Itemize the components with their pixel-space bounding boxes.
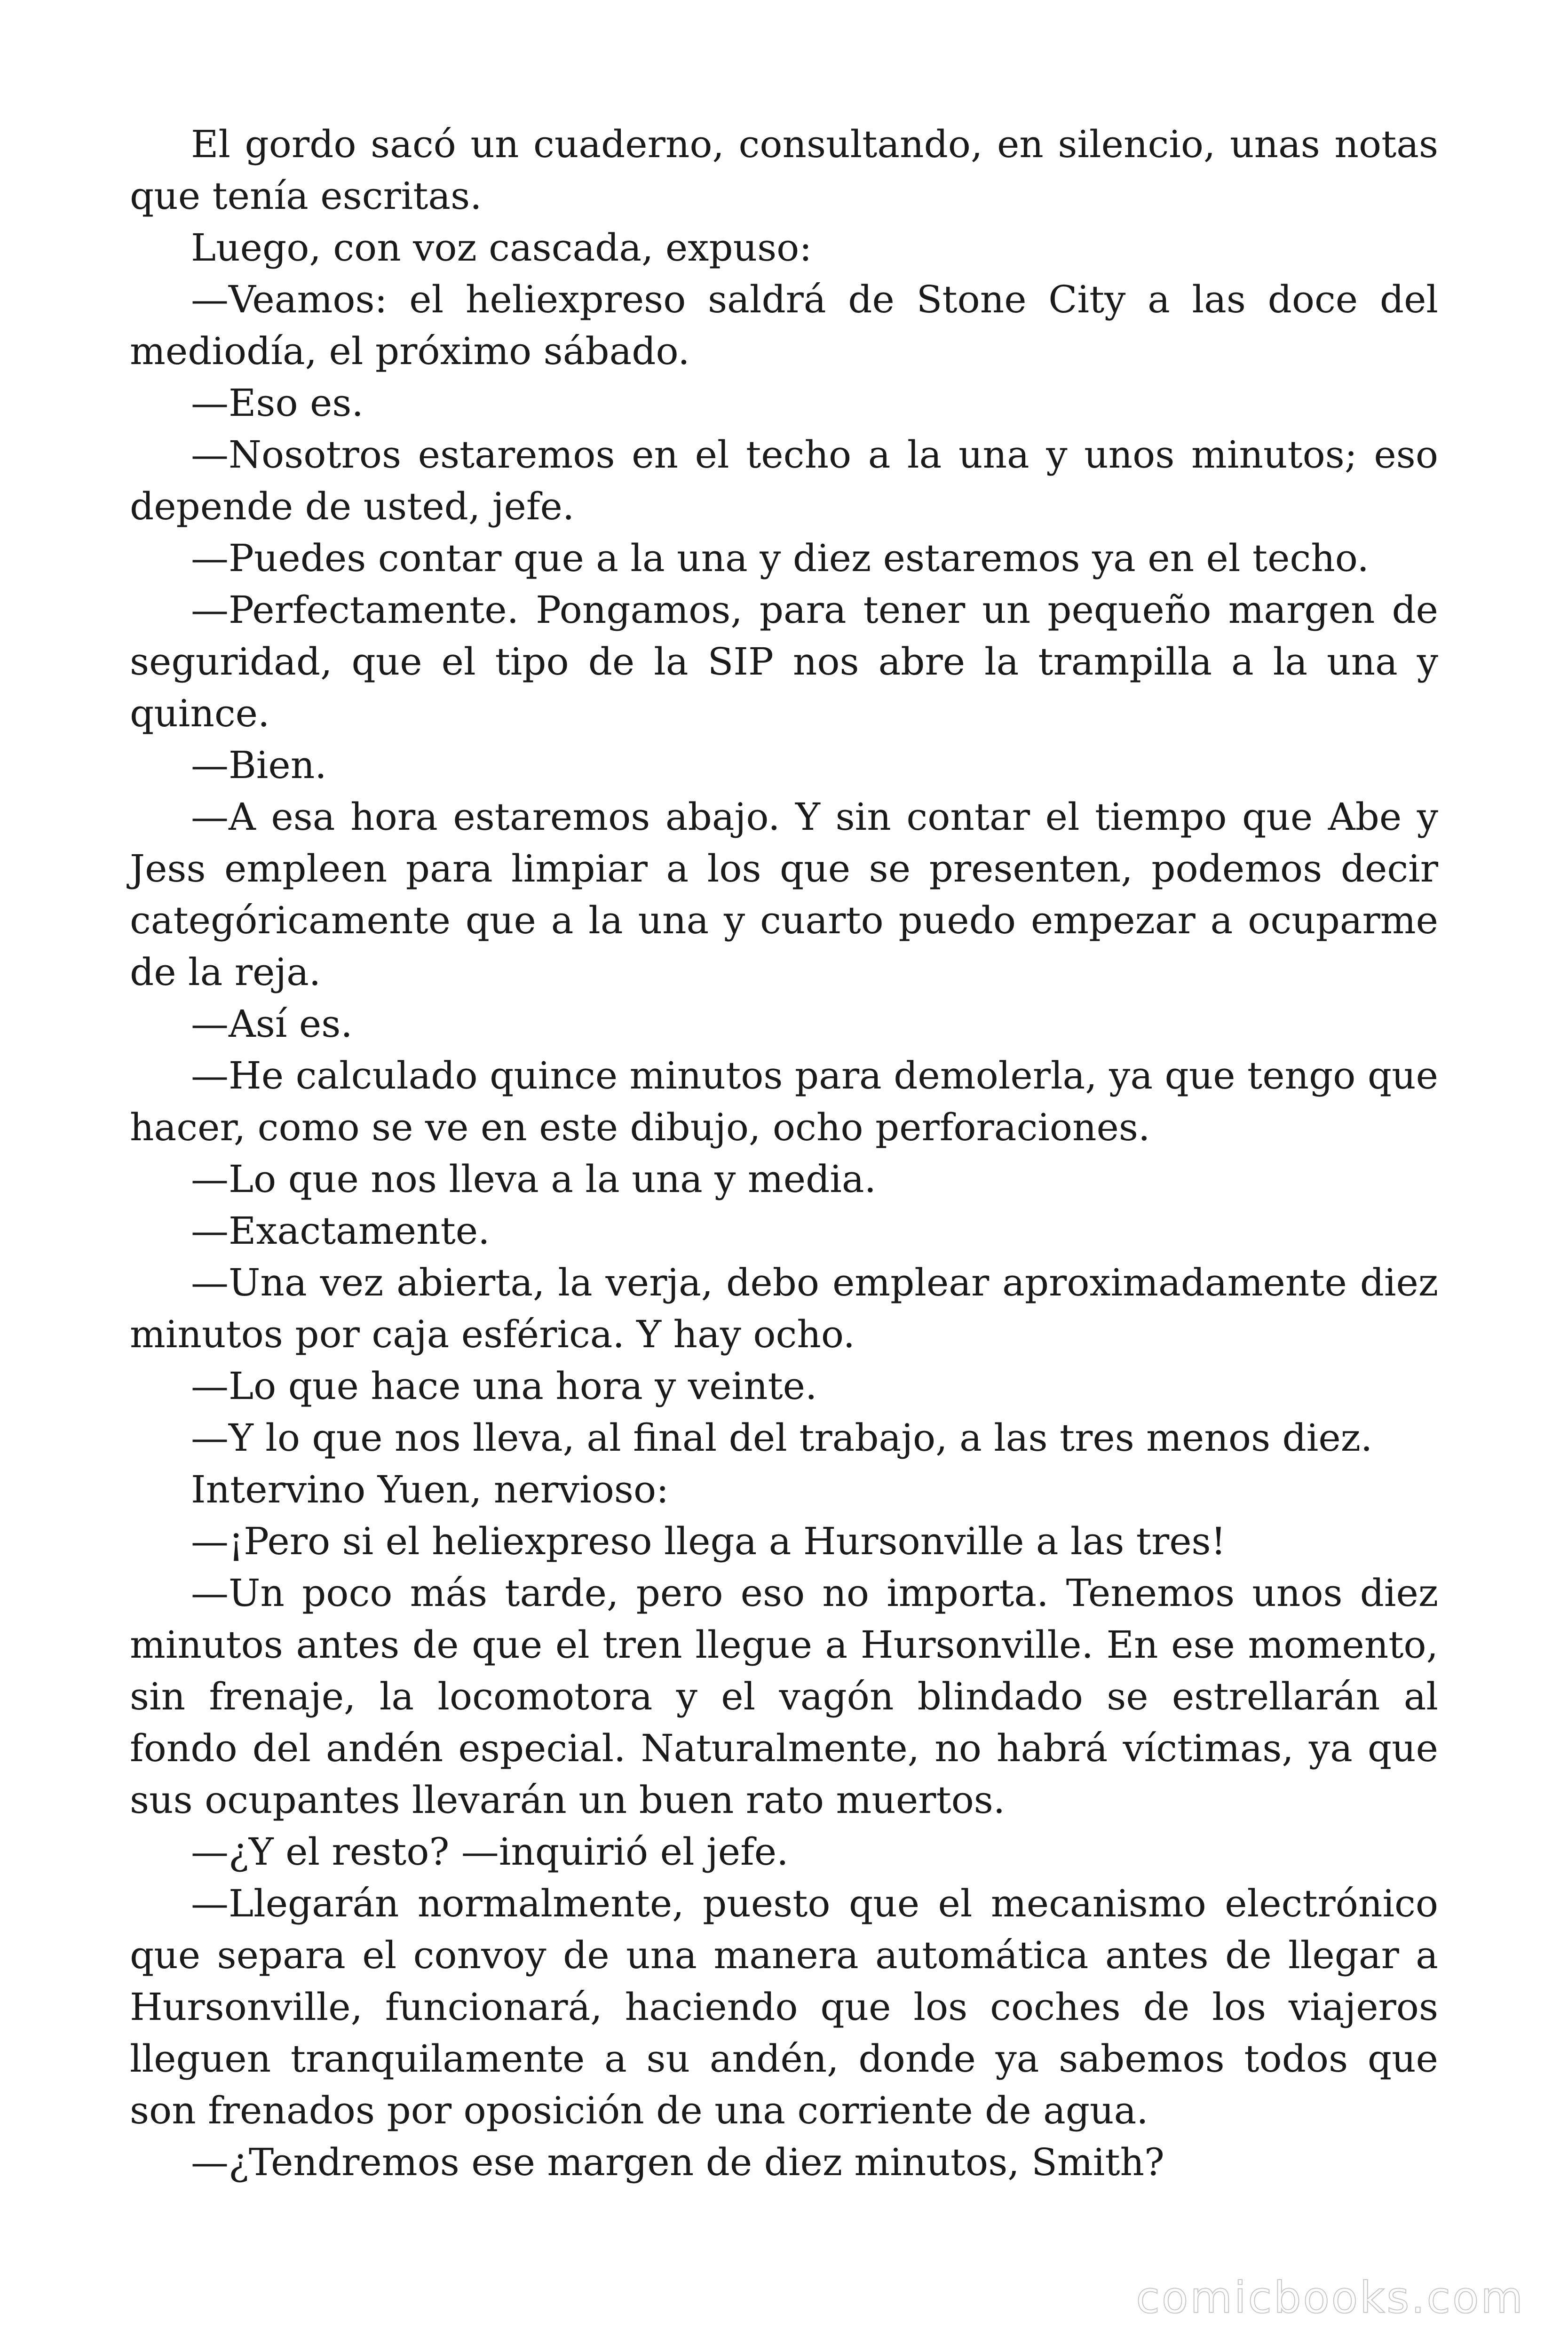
paragraph: El gordo sacó un cuaderno, consultando, en silencio, unas notas que tenía escritas. bbox=[130, 122, 1438, 218]
paragraph: —Una vez abierta, la verja, debo emplear aproximadamente diez minutos por caja esférica. Y hay ocho. bbox=[130, 1261, 1438, 1356]
paragraph: —Lo que hace una hora y veinte. bbox=[191, 1364, 817, 1408]
paragraph: —Bien. bbox=[191, 743, 327, 787]
book-page-text bbox=[130, 119, 1438, 2188]
paragraph: —Lo que nos lleva a la una y media. bbox=[191, 1157, 876, 1201]
paragraph: —Eso es. bbox=[191, 381, 364, 425]
paragraph: —¡Pero si el heliexpreso llega a Hursonville a las tres! bbox=[191, 1519, 1226, 1563]
paragraph: —Veamos: el heliexpreso saldrá de Stone City a las doce del mediodía, el próximo sábado. bbox=[130, 278, 1438, 373]
paragraph: —¿Tendremos ese margen de diez minutos, Smith? bbox=[191, 2140, 1164, 2184]
paragraph: —Un poco más tarde, pero eso no importa. Tenemos unos diez minutos antes de que el tren llegue a Hursonville. En ese momento, sin frenaje, la locomotora y el vagón blindado se estrellarán al fondo del andén especial. Naturalmente, no habrá víctimas, ya que sus ocupantes llevarán un buen rato muertos. bbox=[130, 1571, 1438, 1822]
paragraph: —Así es. bbox=[191, 1002, 353, 1046]
paragraph: —Y lo que nos lleva, al final del trabajo, a las tres menos diez. bbox=[191, 1416, 1373, 1460]
paragraph: —Puedes contar que a la una y diez estaremos ya en el techo. bbox=[191, 536, 1369, 580]
watermark-logo: comicbooks.com bbox=[1136, 2273, 1525, 2323]
paragraph: Intervino Yuen, nervioso: bbox=[191, 1468, 669, 1511]
paragraph: —Nosotros estaremos en el techo a la una y unos minutos; eso depende de usted, jefe. bbox=[130, 433, 1438, 528]
paragraph: Luego, con voz cascada, expuso: bbox=[191, 226, 812, 270]
paragraph: —Exactamente. bbox=[191, 1209, 490, 1253]
paragraph: —He calculado quince minutos para demolerla, ya que tengo que hacer, como se ve en este dibujo, ocho perforaciones. bbox=[130, 1054, 1438, 1149]
paragraph: —Llegarán normalmente, puesto que el mecanismo electrónico que separa el convoy de una manera automática antes de llegar a Hursonville, funcionará, haciendo que los coches de los viajeros lleguen tranquilamente a su andén, donde ya sabemos todos que son frenados por oposición de una corriente de agua. bbox=[130, 1882, 1438, 2132]
paragraph: —¿Y el resto? —inquirió el jefe. bbox=[191, 1830, 789, 1874]
paragraph: —Perfectamente. Pongamos, para tener un pequeño margen de seguridad, que el tipo de la SIP nos abre la trampilla a la una y quince. bbox=[130, 588, 1438, 735]
paragraph: —A esa hora estaremos abajo. Y sin contar el tiempo que Abe y Jess empleen para limpiar a los que se presenten, podemos decir categóricamente que a la una y cuarto puedo empezar a ocuparme de la reja. bbox=[130, 795, 1438, 994]
